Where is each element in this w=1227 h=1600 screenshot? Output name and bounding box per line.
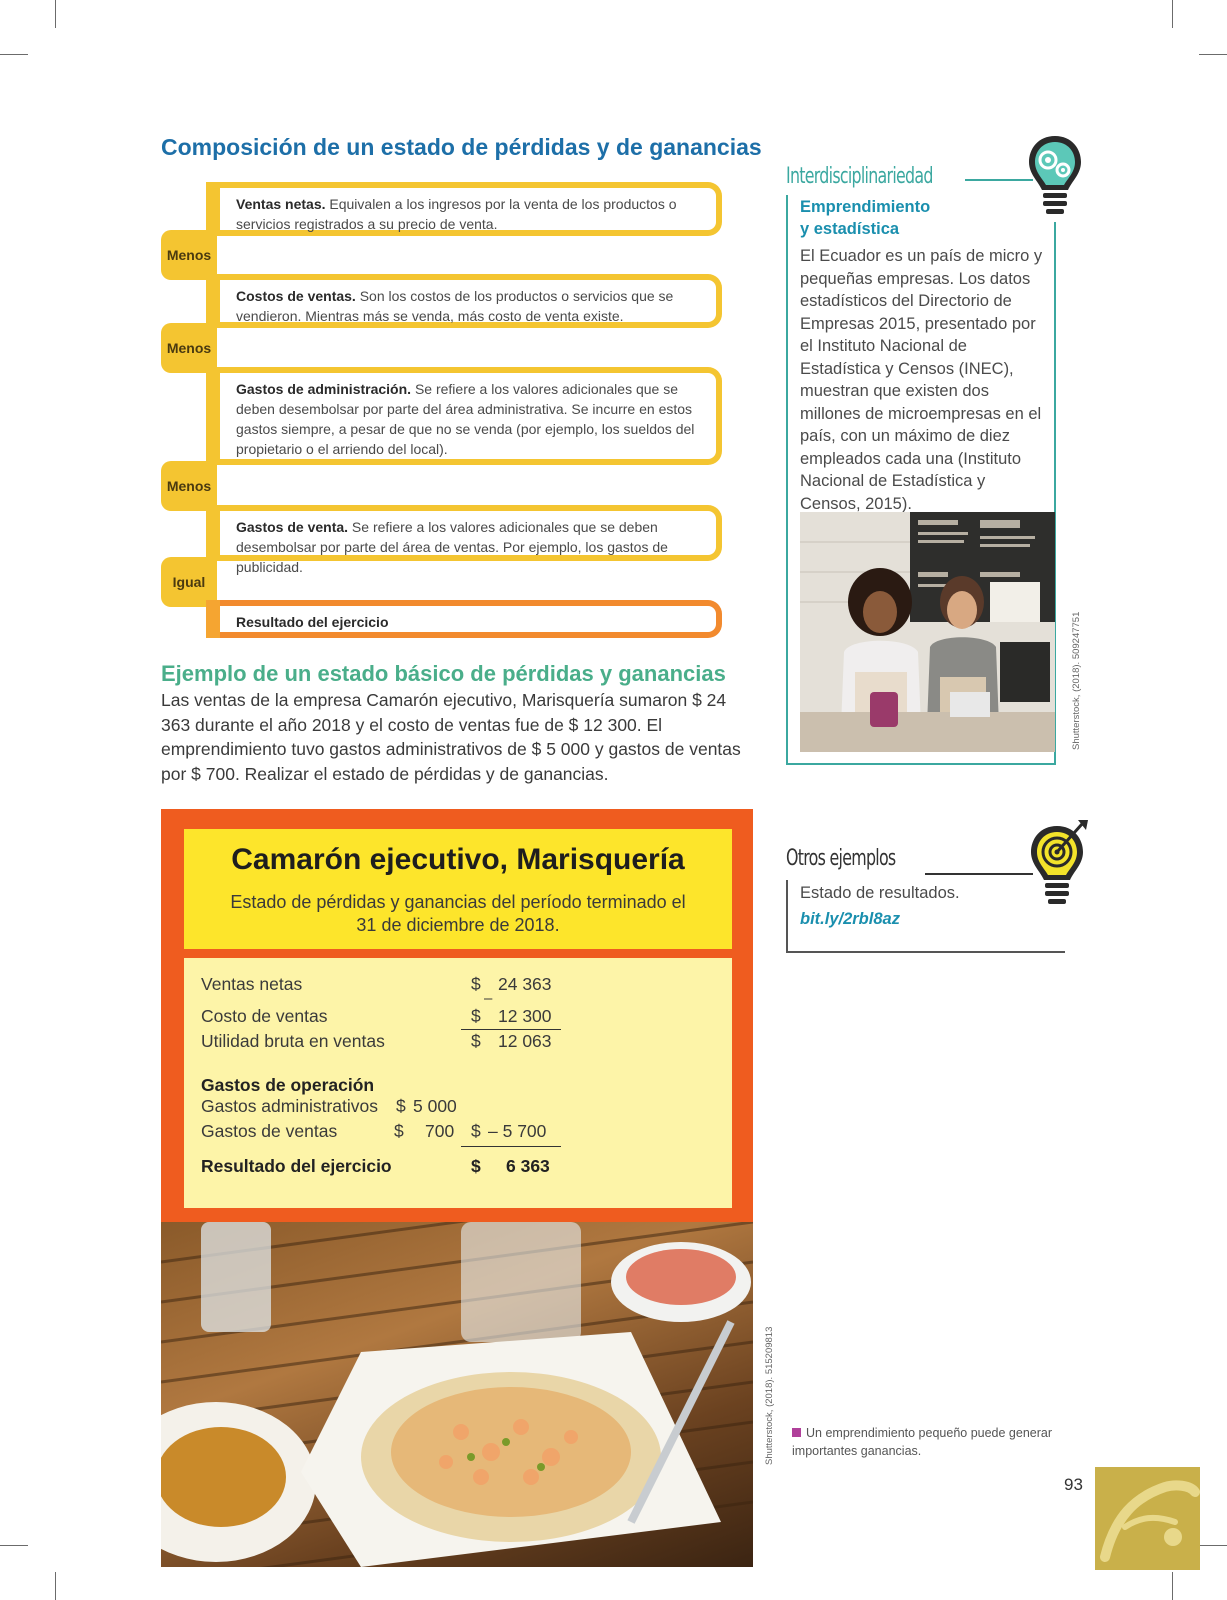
title-rule [965, 179, 1033, 181]
interdisciplinary-title: Interdisciplinariedad [786, 164, 933, 189]
ven-total-value: – 5 700 [488, 1121, 547, 1141]
statement-subtitle: Estado de pérdidas y ganancias del período terminado el 31 de diciembre de 2018. [230, 892, 686, 935]
step-text: Equivalen a los ingresos por la venta de los productos o servicios registrados a su precio de venta. [236, 196, 677, 232]
page-number: 93 [1064, 1475, 1083, 1494]
operator-menos: Menos [161, 230, 217, 280]
cafe-photo [800, 512, 1055, 752]
otros-text: Estado de resultados. [800, 884, 960, 902]
costo-value: 12 300 [498, 1006, 552, 1026]
target-lightbulb-icon [1028, 818, 1090, 910]
step-label: Gastos de venta. [236, 519, 349, 535]
flow-step-resultado [212, 600, 722, 638]
ventas-label: Ventas netas [201, 974, 303, 994]
cafe-photo-credit: Shutterstock, (2018). 509247751 [1071, 611, 1082, 750]
ven-currency: $ [394, 1121, 404, 1141]
sidebar-border-bottom [786, 763, 1055, 765]
interdisciplinary-text: El Ecuador es un país de micro y pequeñas empresas. Los datos estadísticos del Directorio de Empresas 2015, presentado por el Instituto Nacional de Estadística y Censos (INEC), muestran que existen dos millones de microempresas en el país, con un máximo de diez empleados cada una (Instituto Nacional de Estadística y Censos, 2015). [800, 247, 1043, 513]
otros-border-bottom [786, 951, 1065, 953]
otros-section [786, 846, 938, 871]
utilidad-label: Utilidad bruta en ventas [201, 1031, 385, 1051]
utilidad-currency: $ [471, 1031, 481, 1051]
subtitle-line-1: Emprendimiento [800, 198, 931, 216]
company-name: Camarón ejecutivo, Marisquería [231, 843, 685, 876]
crop-mark [0, 54, 28, 55]
example-text: Las ventas de la empresa Camarón ejecutivo, Marisquería sumaron $ 24 363 durante el año 2018 y el costo de ventas fue de $ 12 300. El emprendimiento tuvo gastos administrativos de $ 5 000 y gastos de ventas por $ 700. Realizar el estado de pérdidas y de ganancias. [161, 690, 741, 784]
crop-mark [55, 0, 56, 28]
interdisciplinary-subtitle [800, 196, 930, 240]
composition-title: Composición de un estado de pérdidas y de ganancias [161, 134, 762, 160]
adm-value: 5 000 [413, 1096, 457, 1116]
divider [461, 1146, 561, 1147]
step-text: Se refiere a los valores adicionales que se deben desembolsar por parte del área de ventas. Por ejemplo, los gastos de publicidad. [236, 519, 668, 575]
subtitle-line-2: y estadística [800, 220, 900, 238]
crop-mark [55, 1572, 56, 1600]
adm-currency: $ [396, 1096, 406, 1116]
flow-step-ventas [212, 182, 722, 236]
statement-header [184, 829, 732, 949]
costo-currency: $ [471, 1006, 481, 1026]
minus-sign: – [484, 990, 493, 1007]
step-text: Se refiere a los valores adicionales que se deben desembolsar por parte del área administrativa. Se incurre en estos gastos siempre, a pesar de que no se venda (por ejemplo, los sueldos del propietario o el arriendo del local). [236, 381, 695, 457]
flow-step-costos [212, 274, 722, 328]
flow-step-gastos-venta [212, 505, 722, 575]
caption-text: Un emprendimiento pequeño puede generar importantes ganancias. [792, 1426, 1053, 1458]
food-photo [161, 1222, 753, 1567]
crop-mark [1199, 1545, 1227, 1546]
page-corner-decoration [1095, 1467, 1200, 1570]
adm-label: Gastos administrativos [201, 1096, 379, 1116]
divider [461, 1029, 561, 1030]
step-text: Son los costos de los productos o servicios que se vendieron. Mientras más se venda, más costo de venta existe. [236, 288, 674, 324]
operator-igual: Igual [161, 557, 217, 607]
food-photo-credit: Shutterstock, (2018). 515209813 [764, 1326, 775, 1465]
interdisciplinary-section [786, 164, 990, 189]
result-label: Resultado del ejercicio [201, 1156, 392, 1176]
ven-value: 700 [425, 1121, 455, 1141]
operator-menos: Menos [161, 461, 217, 511]
operator-menos: Menos [161, 323, 217, 373]
ven-total-currency: $ [471, 1121, 481, 1141]
example-title: Ejemplo de un estado básico de pérdidas y ganancias [161, 661, 726, 686]
sidebar-border-left [786, 195, 788, 765]
gastos-heading: Gastos de operación [201, 1075, 375, 1095]
otros-link[interactable]: bit.ly/2rbl8az [800, 910, 900, 928]
ven-label: Gastos de ventas [201, 1121, 338, 1141]
utilidad-value: 12 063 [498, 1031, 552, 1051]
flow-step-gastos-admin [212, 367, 722, 465]
crop-mark [1199, 54, 1227, 55]
step-label: Ventas netas. [236, 196, 326, 212]
step-label: Resultado del ejercicio [236, 614, 389, 630]
lightbulb-icon [1026, 132, 1084, 220]
step-label: Costos de ventas. [236, 288, 356, 304]
ventas-currency: $ [471, 974, 481, 994]
costo-label: Costo de ventas [201, 1006, 328, 1026]
ventas-value: 24 363 [498, 974, 552, 994]
crop-mark [0, 1545, 28, 1546]
otros-border-left [786, 880, 788, 952]
crop-mark [1172, 0, 1173, 28]
result-currency: $ [471, 1156, 481, 1176]
crop-mark [1172, 1572, 1173, 1600]
otros-title: Otros ejemplos [786, 846, 896, 871]
step-label: Gastos de administración. [236, 381, 412, 397]
result-value: 6 363 [506, 1156, 550, 1176]
title-rule [925, 873, 1033, 875]
